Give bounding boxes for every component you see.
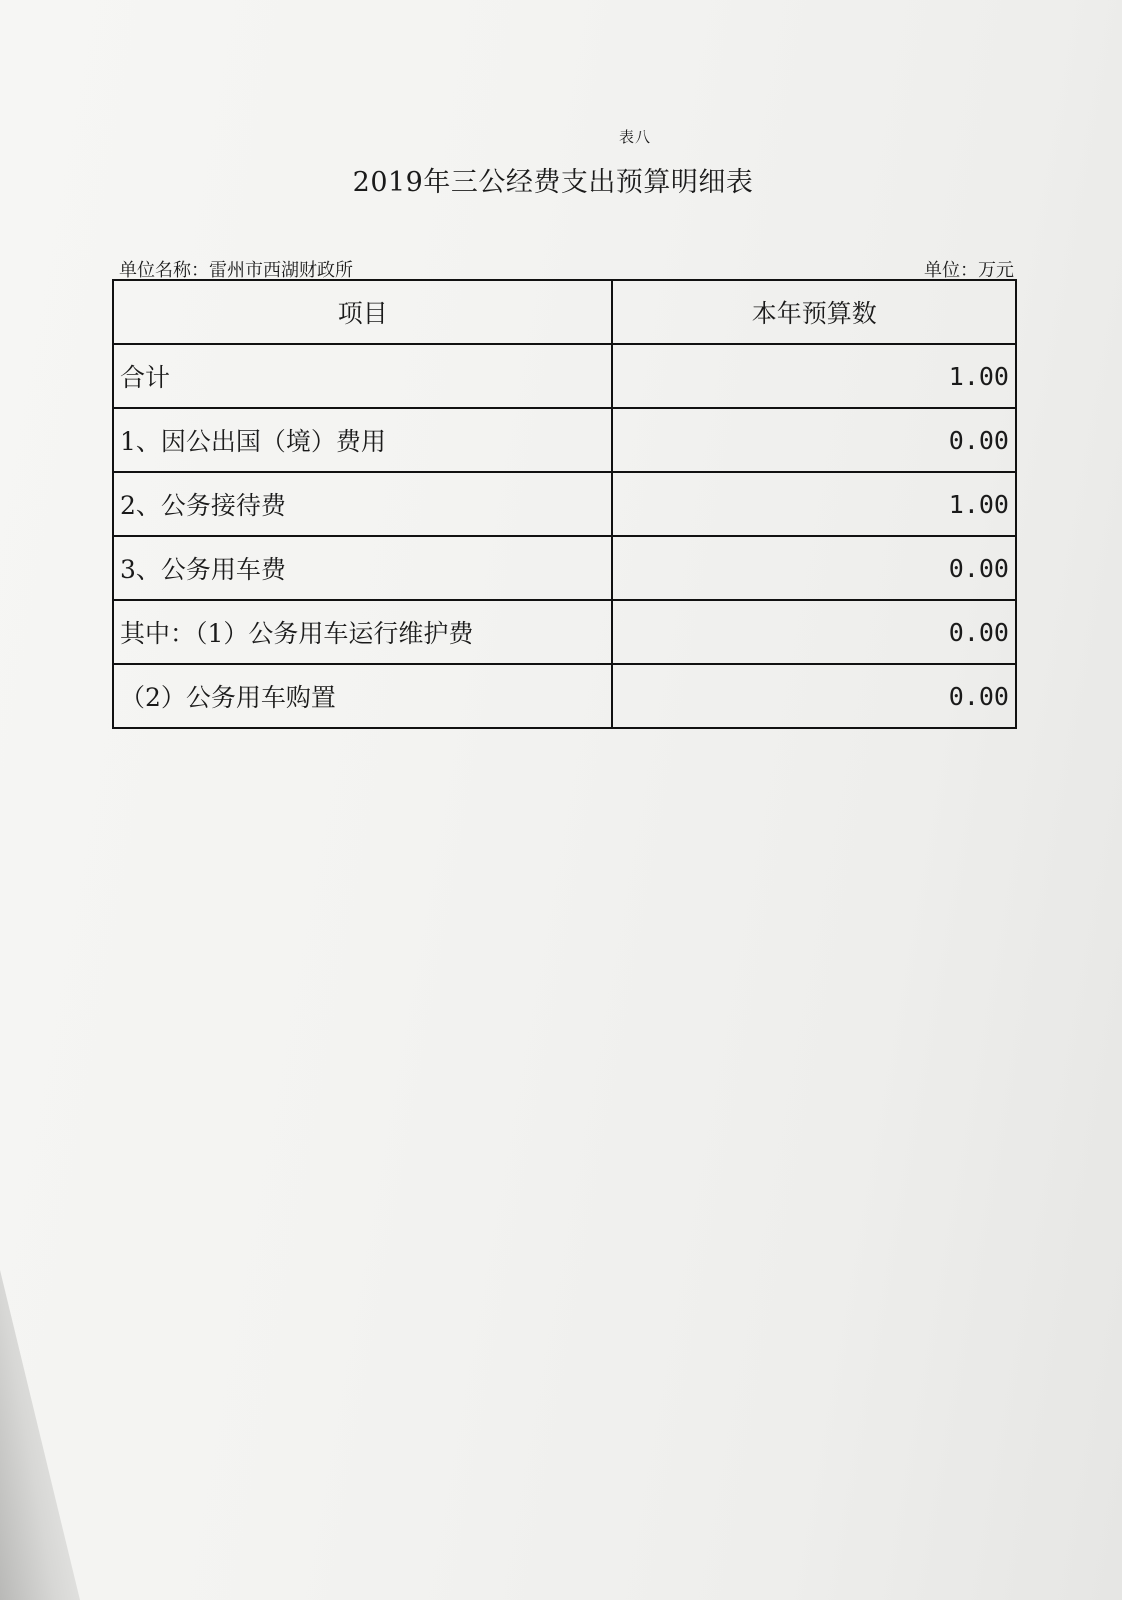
row-amount: 0.00: [612, 536, 1016, 600]
page-title: 2019年三公经费支出预算明细表: [352, 167, 754, 198]
row-item-label: 合计: [113, 344, 612, 408]
table-header-row: [113, 280, 1016, 344]
table-row-vehicle-purchase: [113, 664, 1016, 728]
table-row-overseas: [113, 408, 1016, 472]
row-amount: 0.00: [612, 600, 1016, 664]
table-row-total: [113, 344, 1016, 408]
unit-measure: 单位：万元: [924, 260, 1014, 281]
row-item-label: （2）公务用车购置: [113, 664, 612, 728]
row-item-label: 2、公务接待费: [113, 472, 612, 536]
table-row-reception: [113, 472, 1016, 536]
column-header-item: 项目: [113, 280, 612, 344]
row-item-label: 其中：（1）公务用车运行维护费: [113, 600, 612, 664]
row-item-label: 1、因公出国（境）费用: [113, 408, 612, 472]
page-corner-shadow: [0, 1270, 80, 1600]
row-amount: 1.00: [612, 472, 1016, 536]
table-row-vehicle: [113, 536, 1016, 600]
sheet-number: 表八: [618, 128, 651, 146]
row-amount: 0.00: [612, 664, 1016, 728]
row-item-label: 3、公务用车费: [113, 536, 612, 600]
column-header-amount: 本年预算数: [612, 280, 1016, 344]
row-amount: 0.00: [612, 408, 1016, 472]
row-amount: 1.00: [612, 344, 1016, 408]
budget-table: [112, 279, 1017, 729]
table-row-vehicle-maintenance: [113, 600, 1016, 664]
unit-name: 单位名称：雷州市西湖财政所: [119, 260, 353, 281]
